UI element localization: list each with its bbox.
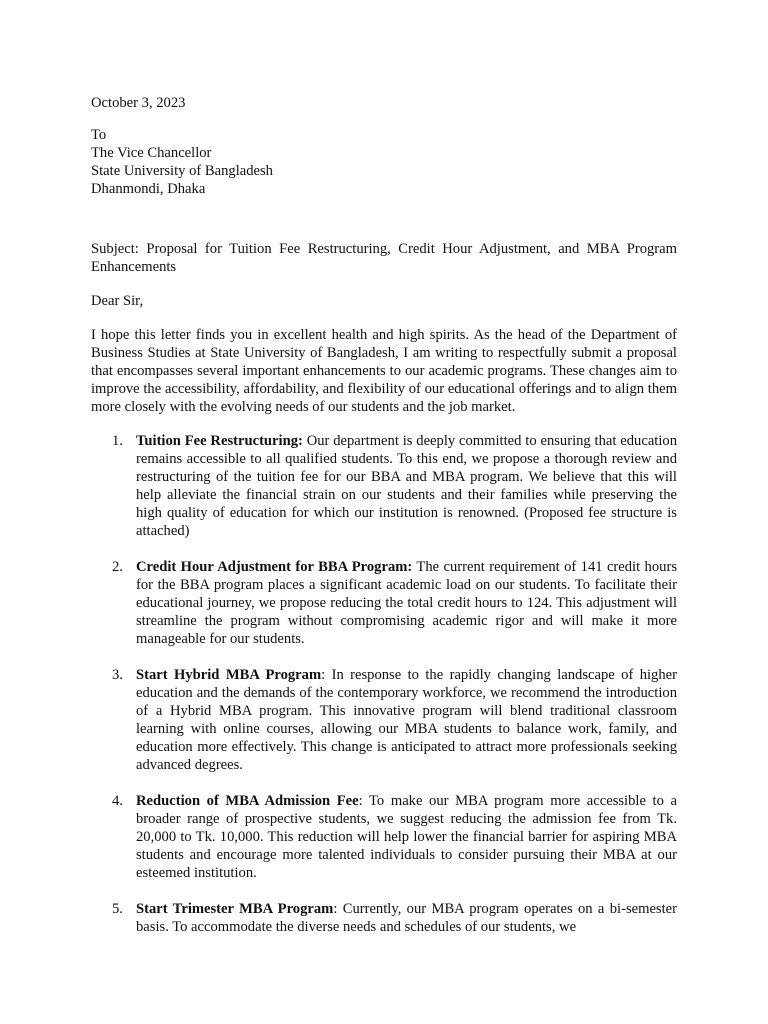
letter-date: October 3, 2023 [91,95,186,111]
list-item-title: Reduction of MBA Admission Fee [136,793,359,809]
list-item-text: : In response to the rapidly changing landscape of higher education and the demands of the contemporary workforce, we recommend the introduction of a Hybrid MBA program. This innovative program will blend traditional classroom learning with online courses, allowing our MBA students to balance work, family, and education more effectively. This change is anticipated to attract more professionals seeking advanced degrees. [136,667,677,773]
list-item-title: Start Trimester MBA Program [136,901,334,917]
list-item-number: 2. [112,559,123,575]
recipient-line: State University of Bangladesh [91,163,273,179]
proposal-list [91,432,677,936]
list-item-text: The current requirement of 141 credit hours for the BBA program places a significant academic load on our students. To facilitate their educational journey, we propose reducing the total credit hours to 124. This adjustment will streamline the program without compromising academic rigor and will make it more manageable for our students. [136,559,677,647]
letter-page [91,94,677,954]
letter-subject: Subject: Proposal for Tuition Fee Restructuring, Credit Hour Adjustment, and MBA Program Enhancements [91,241,677,275]
recipient-line: To [91,127,107,143]
list-item-text: : To make our MBA program more accessible to a broader range of prospective students, we suggest reducing the admission fee from Tk. 20,000 to Tk. 10,000. This reduction will help lower the financial barrier for aspiring MBA students and encourage more talented individuals to consider pursuing their MBA at our esteemed institution. [136,793,677,881]
list-item [91,432,677,540]
list-item-number: 4. [112,793,123,809]
list-item [91,666,677,774]
recipient-line: Dhanmondi, Dhaka [91,181,206,197]
list-item-number: 1. [112,433,123,449]
list-item [91,792,677,882]
list-item-title: Start Hybrid MBA Program [136,667,322,683]
intro-paragraph: I hope this letter finds you in excellent health and high spirits. As the head of the Department of Business Studies at State University of Bangladesh, I am writing to respectfully submit a proposal that encompasses several important enhancements to our academic programs. These changes aim to improve the accessibility, affordability, and flexibility of our educational offerings and to align them more closely with the evolving needs of our students and the job market. [91,327,677,415]
list-item-text: Our department is deeply committed to ensuring that education remains accessible to all qualified students. To this end, we propose a thorough review and restructuring of the tuition fee for our BBA and MBA program. We believe that this will help alleviate the financial strain on our students and their families while preserving the high quality of education for which our institution is renowned. (Proposed fee structure is attached) [136,433,678,539]
list-item-text: : Currently, our MBA program operates on a bi-semester basis. To accommodate the diverse needs and schedules of our students, we [136,901,678,935]
salutation: Dear Sir, [91,293,144,309]
list-item [91,558,677,648]
list-item-title: Credit Hour Adjustment for BBA Program: [136,559,413,575]
list-item [91,900,677,936]
list-item-title: Tuition Fee Restructuring: [136,433,303,449]
recipient-address [91,126,677,198]
list-item-number: 5. [112,901,123,917]
list-item-number: 3. [112,667,123,683]
recipient-line: The Vice Chancellor [91,145,212,161]
